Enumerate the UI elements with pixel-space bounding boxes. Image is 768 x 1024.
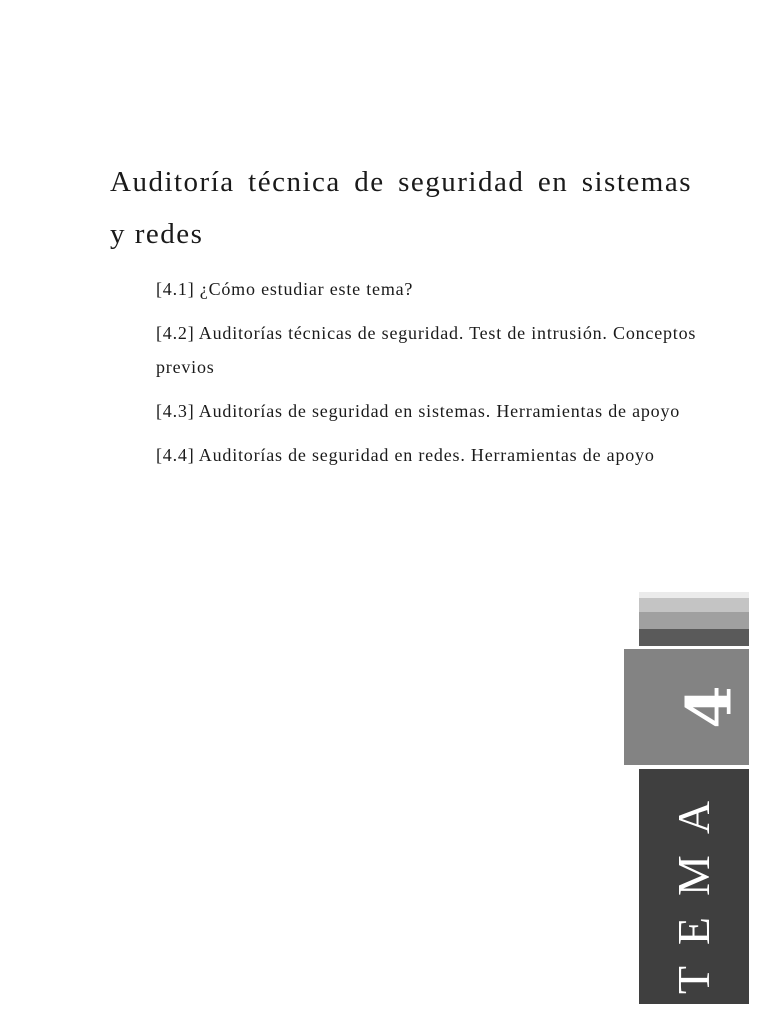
chapter-title: Auditoría técnica de seguridad en sistemas y redes — [110, 166, 692, 250]
chapter-label-box — [639, 769, 749, 1004]
chapter-number-box — [624, 649, 749, 765]
chapter-label: TEMA — [668, 779, 719, 995]
decorative-stripe — [639, 612, 749, 629]
decorative-stripe — [639, 629, 749, 646]
toc-item: [4.3] Auditorías de seguridad en sistemas. Herramientas de apoyo — [156, 401, 681, 421]
toc-item: [4.4] Auditorías de seguridad en redes. Herramientas de apoyo — [156, 445, 655, 465]
chapter-number: 4 — [672, 685, 745, 729]
toc-item: [4.2] Auditorías técnicas de seguridad. Test de intrusión. Conceptos previos — [156, 323, 697, 377]
toc-item: [4.1] ¿Cómo estudiar este tema? — [156, 279, 414, 299]
table-of-contents — [156, 272, 736, 482]
decorative-stripe — [639, 598, 749, 612]
